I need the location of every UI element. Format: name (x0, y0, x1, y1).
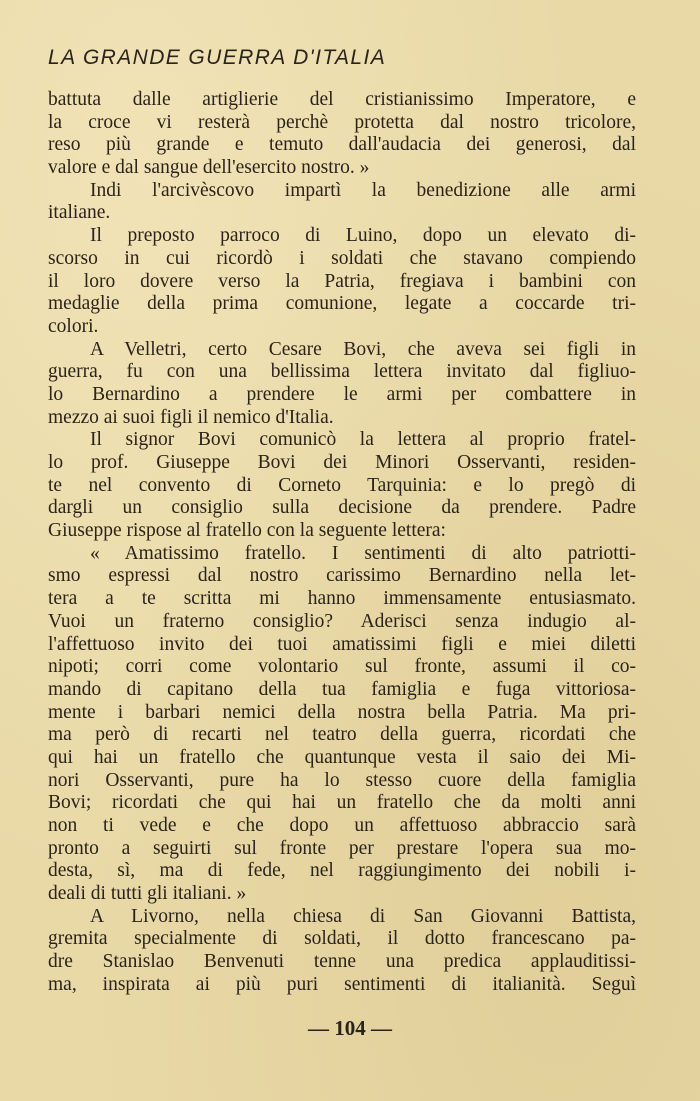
text-line: mezzo ai suoi figli il nemico d'Italia. (48, 406, 334, 428)
text-line: pronto a seguirti sul fronte per prestare l'opera sua mo- (48, 837, 636, 859)
text-line: colori. (48, 315, 99, 337)
text-line: mente i barbari nemici della nostra bella Patria. Ma pri- (48, 701, 636, 723)
text-line: Bovi; ricordati che qui hai un fratello che da molti anni (48, 792, 636, 814)
text-line: mando di capitano della tua famiglia e fuga vittoriosa- (48, 678, 636, 700)
text-line: ma, inspirata ai più puri sentimenti di italianità. Seguì (48, 973, 636, 995)
text-line: nori Osservanti, pure ha lo stesso cuore della famiglia (48, 769, 636, 791)
text-line: scorso in cui ricordò i soldati che stavano compiendo (48, 247, 636, 269)
text-line: deali di tutti gli italiani. » (48, 883, 247, 905)
text-line: l'affettuoso invito dei tuoi amatissimi figli e miei diletti (48, 633, 636, 655)
text-line: la croce vi resterà perchè protetta dal nostro tricolore, (48, 111, 636, 133)
text-line: italiane. (48, 202, 111, 224)
running-head: LA GRANDE GUERRA D'ITALIA (48, 46, 387, 69)
text-line: non ti vede e che dopo un affettuoso abbraccio sarà (48, 815, 636, 836)
text-line: dre Stanislao Benvenuti tenne una predica applauditissi- (48, 951, 636, 973)
text-line: « Amatissimo fratello. I sentimenti di alto patriotti- (90, 542, 636, 564)
text-line: medaglie della prima comunione, legate a coccarde tri- (48, 293, 636, 315)
text-line: Il signor Bovi comunicò la lettera al proprio fratel- (90, 429, 636, 451)
text-line: Indi l'arcivèscovo impartì la benedizione alle armi (90, 179, 636, 201)
text-line: A Velletri, certo Cesare Bovi, che aveva sei figli in (90, 338, 636, 360)
text-line: A Livorno, nella chiesa di San Giovanni Battista, (90, 905, 636, 927)
text-line: qui hai un fratello che quantunque vesta il saio dei Mi- (48, 746, 636, 768)
text-line: smo espressi dal nostro carissimo Bernardino nella let- (48, 565, 636, 587)
text-line: nipoti; corri come volontario sul fronte, assumi il co- (48, 656, 636, 678)
text-line: lo Bernardino a prendere le armi per combattere in (48, 383, 636, 405)
text-line: desta, sì, ma di fede, nel raggiungimento dei nobili i- (48, 860, 636, 882)
page-number: — 104 — (308, 1016, 392, 1040)
text-line: guerra, fu con una bellissima lettera invitato dal figliuo- (48, 361, 636, 383)
text-line: ma però di recarti nel teatro della guerra, ricordati che (48, 724, 636, 746)
text-line: lo prof. Giuseppe Bovi dei Minori Osservanti, residen- (48, 452, 636, 473)
text-line: Vuoi un fraterno consiglio? Aderisci senza indugio al- (48, 610, 636, 632)
text-line: battuta dalle artiglierie del cristianissimo Imperatore, e (48, 89, 636, 110)
text-line: Il preposto parroco di Luino, dopo un elevato di- (90, 225, 636, 247)
text-line: dargli un consiglio sulla decisione da prendere. Padre (48, 497, 636, 519)
text-line: reso più grande e temuto dall'audacia dei generosi, dal (48, 134, 636, 156)
body-text (48, 89, 636, 997)
text-line: tera a te scritta mi hanno immensamente entusiasmato. (48, 588, 636, 610)
text-line: Giuseppe rispose al fratello con la seguente lettera: (48, 520, 446, 542)
text-line: gremita specialmente di soldati, il dotto francescano pa- (48, 928, 636, 950)
text-line: il loro dovere verso la Patria, fregiava i bambini con (48, 270, 636, 292)
text-line: valore e dal sangue dell'esercito nostro. » (48, 157, 370, 179)
text-line: te nel convento di Corneto Tarquinia: e lo pregò di (48, 474, 636, 496)
